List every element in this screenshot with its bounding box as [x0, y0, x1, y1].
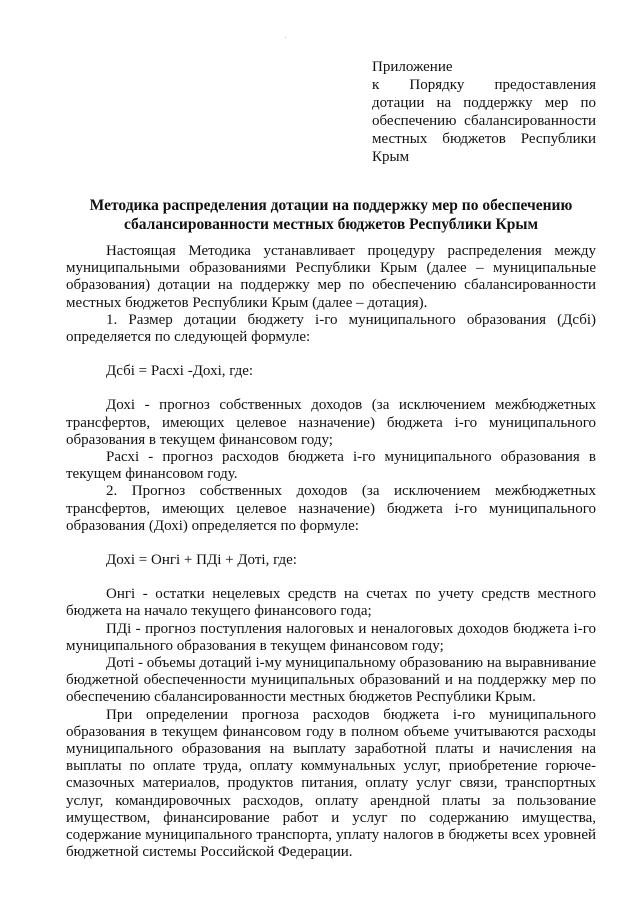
annex-line: местных бюджетов Республики	[372, 131, 596, 147]
annex-header	[372, 58, 596, 166]
doti-definition: Дотi - объемы дотаций i-му муниципальному образованию на выравнивание бюджетной обеспеченности муниципальных образований и на поддержку мер по обеспечению сбалансированности местных бюджетов Республики Крым.	[66, 655, 596, 706]
rashi-definition: Расхi - прогноз расходов бюджета i-го муниципального образования в текущем финансовом году.	[66, 449, 596, 483]
document-body	[66, 243, 596, 862]
ongi-definition: Онгi - остатки нецелевых средств на счетах по учету средств местного бюджета на начало текущего финансового года;	[66, 586, 596, 620]
expenses-paragraph: При определении прогноза расходов бюджета i-го муниципального образования в текущем финансовом году в полном объеме учитываются расходы муниципального образования на выплату заработной платы и начисления на выплаты по оплате труда, оплату коммунальных услуг, приобретение горюче-смазочных материалов, продуктов питания, оплату услуг связи, транспортных услуг, командировочных расходов, оплату арендной платы за пользование имуществом, финансирование работ и услуг по содержанию имущества, содержание муниципального транспорта, уплату налогов в бюджеты всех уровней бюджетной системы Российской Федерации.	[66, 706, 596, 861]
annex-line: дотации на поддержку мер по	[372, 95, 596, 111]
annex-line: Крым	[372, 149, 410, 165]
item-2-paragraph: 2. Прогноз собственных доходов (за исключением межбюджетных трансфертов, имеющих целевое назначение) бюджета i-го муниципального образования (Дохi) определяется по формуле:	[66, 483, 596, 534]
title-line-2: сбалансированности местных бюджетов Республики Крым	[123, 216, 539, 233]
formula-dsbi: Дсбi = Расхi -Дохi, где:	[106, 363, 254, 380]
annex-line: обеспечению сбалансированности	[372, 113, 596, 129]
title-line-1: Методика распределения дотации на поддержку мер по обеспечению	[89, 197, 573, 214]
annex-line: Приложение	[372, 59, 453, 75]
annex-line: к Порядку предоставления	[372, 77, 596, 93]
document-title	[68, 196, 594, 234]
pdi-definition: ПДi - прогноз поступления налоговых и неналоговых доходов бюджета i-го муниципального образования в текущем финансовом году;	[66, 620, 596, 654]
formula-dohi: Дохi = Онгi + ПДi + Дотi, где:	[106, 552, 297, 569]
intro-paragraph: Настоящая Методика устанавливает процедуру распределения между муниципальными образованиями Республики Крым (далее – муниципальные образования) дотации на поддержку мер по обеспечению сбалансированности местных бюджетов Республики Крым (далее – дотация).	[66, 243, 596, 311]
scan-speck	[285, 37, 286, 38]
item-1-paragraph: 1. Размер дотации бюджету i-го муниципального образования (Дсбi) определяется по следующей формуле:	[66, 311, 596, 346]
dohi-definition: Дохi - прогноз собственных доходов (за исключением межбюджетных трансфертов, имеющих целевое назначение) бюджета i-го муниципального образования в текущем финансовом году;	[66, 397, 596, 448]
